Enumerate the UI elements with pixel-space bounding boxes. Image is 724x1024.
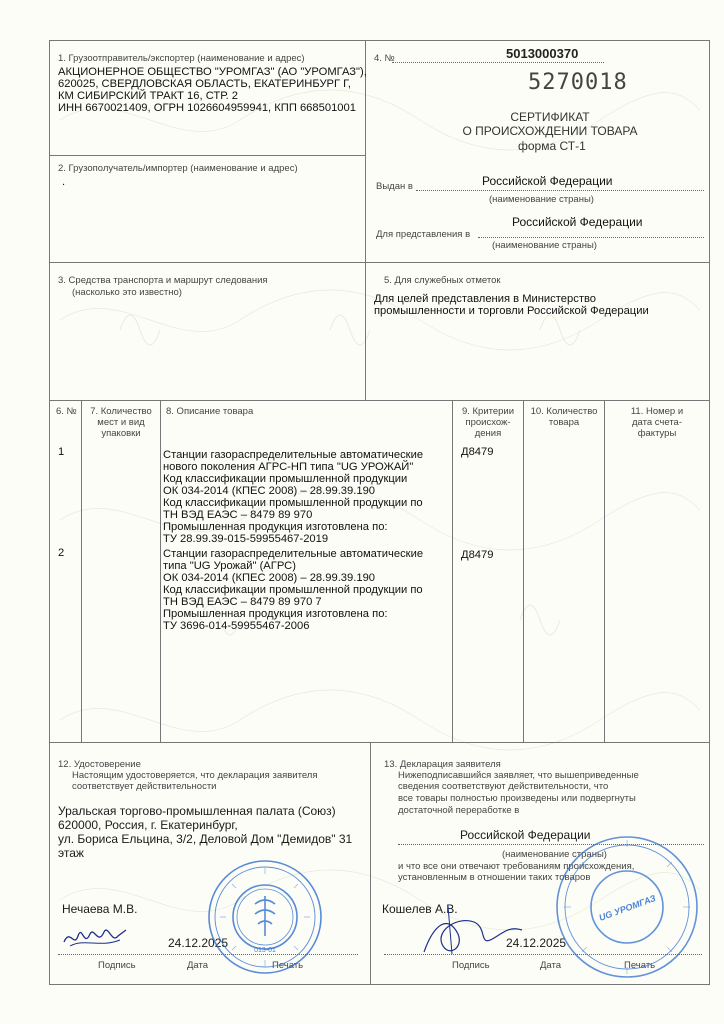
- issued-in-country: Российской Федерации: [482, 174, 613, 188]
- item-1-line: Промышленная продукция изготовлена по:: [163, 521, 388, 533]
- col-divider-10: [604, 400, 605, 742]
- chamber-seal-code: 013-01: [254, 947, 276, 954]
- declaration-text-2: сведения соответствуют действительности, что: [398, 781, 609, 792]
- chamber-name: Уральская торгово-промышленная палата (Союз): [58, 804, 336, 818]
- item-1-line: Код классификации промышленной продукции: [163, 473, 408, 485]
- item-2-line: ОК 034-2014 (КПЕС 2008) – 28.99.39.190: [163, 572, 376, 584]
- chamber-seal-stamp: [206, 858, 324, 976]
- issued-in-label: Выдан в: [376, 181, 413, 192]
- item-1-line: ТН ВЭД ЕАЭС – 8479 89 970: [163, 509, 313, 521]
- col-header-7-line-2: мест и вид: [97, 417, 145, 428]
- transport-label-2: (насколько это известно): [72, 287, 182, 298]
- declaration-text-4: достаточной переработке в: [398, 805, 520, 816]
- declarant-signature: [418, 904, 528, 964]
- number-label: 4. №: [374, 53, 395, 64]
- chamber-address-3: этаж: [58, 846, 84, 860]
- declaration-text-5: и что все они отвечают требованиям происхождения,: [398, 861, 635, 872]
- col-header-10-line-2: товара: [548, 417, 580, 428]
- company-seal-logo: UG УРОМГАЗ: [597, 893, 658, 923]
- declarant-signer: Кошелев А.В.: [382, 902, 458, 916]
- col-header-7-line-1: 7. Количество: [90, 406, 152, 417]
- certification-label: 12. Удостоверение: [58, 759, 141, 770]
- official-label: 5. Для служебных отметок: [384, 275, 501, 286]
- declaration-text-1: Нижеподписавшийся заявляет, что вышеприведенные: [398, 770, 639, 781]
- item-1-criteria: Д8479: [461, 446, 494, 458]
- item-2-number: 2: [58, 547, 65, 559]
- chamber-signature: [60, 918, 130, 952]
- presented-label: Для представления в: [376, 229, 471, 240]
- certificate-form: форма СТ-1: [518, 139, 586, 153]
- declaration-text-6: установленным в отношении таких товаров: [398, 872, 591, 883]
- exporter-line-1: АКЦИОНЕРНОЕ ОБЩЕСТВО "УРОМГАЗ" (АО "УРОМГАЗ"),: [58, 66, 367, 78]
- certificate-number: 5013000370: [506, 46, 579, 61]
- item-2-line: Станции газораспределительные автоматические: [163, 548, 424, 560]
- chamber-address-2: ул. Бориса Ельцина, 3/2, Деловой Дом "Демидов" 31: [58, 832, 353, 846]
- col-divider-9: [523, 400, 524, 742]
- presented-line: [478, 237, 704, 238]
- chamber-date: 24.12.2025: [168, 936, 229, 950]
- official-line-1: Для целей представления в Министерство: [374, 293, 596, 305]
- certificate-title-1: СЕРТИФИКАТ: [510, 110, 590, 124]
- chamber-sig-label: Подпись: [98, 960, 136, 971]
- certification-text-2: соответствует действительности: [72, 781, 217, 792]
- col-header-8: 8. Описание товара: [166, 406, 254, 417]
- table-top-border: [49, 400, 710, 401]
- item-1-line: Станции газораспределительные автоматические: [163, 449, 424, 461]
- item-1-line: ТУ 28.99.39-015-59955467-2019: [163, 533, 329, 545]
- declaration-country-hint: (наименование страны): [502, 849, 607, 860]
- col-header-11-line-3: фактуры: [637, 428, 677, 439]
- exporter-line-3: КМ СИБИРСКИЙ ТРАКТ 16, СТР. 2: [58, 90, 239, 102]
- exporter-label: 1. Грузоотправитель/экспортер (наименование и адрес): [58, 53, 305, 64]
- declarant-seal-label: Печать: [624, 960, 656, 971]
- country-hint-2: (наименование страны): [492, 240, 597, 251]
- item-2-line: Промышленная продукция изготовлена по:: [163, 608, 388, 620]
- declarant-date: 24.12.2025: [506, 936, 567, 950]
- col-header-7-line-3: упаковки: [101, 428, 141, 439]
- col-divider-7: [160, 400, 161, 742]
- col-header-9-line-3: дения: [474, 428, 502, 439]
- country-hint-1: (наименование страны): [489, 194, 594, 205]
- certificate-title-2: О ПРОИСХОЖДЕНИИ ТОВАРА: [462, 124, 638, 138]
- item-1-line: Код классификации промышленной продукции по: [163, 497, 423, 509]
- row-divider-1: [49, 155, 365, 156]
- company-seal-stamp: [552, 832, 702, 982]
- blank-number: 5270018: [528, 70, 628, 95]
- item-2-criteria: Д8479: [461, 549, 494, 561]
- item-1-line: ОК 034-2014 (КПЕС 2008) – 28.99.39.190: [163, 485, 376, 497]
- item-2-line: типа "UG Урожай" (АГРС): [163, 560, 296, 572]
- official-line-2: промышленности и торговли Российской Федерации: [374, 305, 649, 317]
- col-divider-8: [452, 400, 453, 742]
- item-1-number: 1: [58, 446, 65, 458]
- col-header-10-line-1: 10. Количество: [530, 406, 598, 417]
- issued-in-line: [416, 190, 704, 191]
- consignee-label: 2. Грузополучатель/импортер (наименование и адрес): [58, 163, 298, 174]
- chamber-seal-label: Печать: [272, 960, 304, 971]
- certification-text-1: Настоящим удостоверяется, что декларация заявителя: [72, 770, 318, 781]
- item-2-line: ТН ВЭД ЕАЭС – 8479 89 970 7: [163, 596, 322, 608]
- transport-label-1: 3. Средства транспорта и маршрут следования: [58, 275, 268, 286]
- col-header-9-line-1: 9. Критерии: [461, 406, 515, 417]
- col-header-9-line-2: происхож-: [465, 417, 511, 428]
- col-header-11-line-1: 11. Номер и: [630, 406, 684, 417]
- consignee-value: .: [62, 176, 66, 188]
- declaration-text-3: все товары полностью произведены или подвергнуты: [398, 793, 636, 804]
- item-2-line: ТУ 3696-014-59955467-2006: [163, 620, 310, 632]
- presented-country: Российской Федерации: [512, 215, 643, 229]
- declarant-date-label: Дата: [540, 960, 562, 971]
- declaration-label: 13. Декларация заявителя: [384, 759, 501, 770]
- exporter-line-4: ИНН 6670021409, ОГРН 1026604959941, КПП 668501001: [58, 102, 356, 114]
- chamber-signer: Нечаева М.В.: [62, 902, 138, 916]
- item-2-line: Код классификации промышленной продукции по: [163, 584, 423, 596]
- col-header-11-line-2: дата счета-: [631, 417, 683, 428]
- declaration-country: Российской Федерации: [460, 828, 591, 842]
- number-dotted-line: [392, 62, 604, 63]
- table-bottom-border: [49, 742, 710, 743]
- col-divider-6: [81, 400, 82, 742]
- chamber-date-label: Дата: [187, 960, 209, 971]
- item-1-line: нового поколения АГРС-НП типа "UG УРОЖАЙ": [163, 461, 414, 473]
- col-header-6: 6. №: [56, 406, 77, 417]
- row-divider-2: [49, 262, 710, 263]
- bottom-center-divider: [370, 742, 371, 985]
- top-center-divider: [365, 40, 366, 400]
- chamber-address-1: 620000, Россия, г. Екатеринбург,: [58, 818, 238, 832]
- exporter-line-2: 620025, СВЕРДЛОВСКАЯ ОБЛАСТЬ, ЕКАТЕРИНБУРГ Г,: [58, 78, 351, 90]
- declarant-sig-label: Подпись: [452, 960, 490, 971]
